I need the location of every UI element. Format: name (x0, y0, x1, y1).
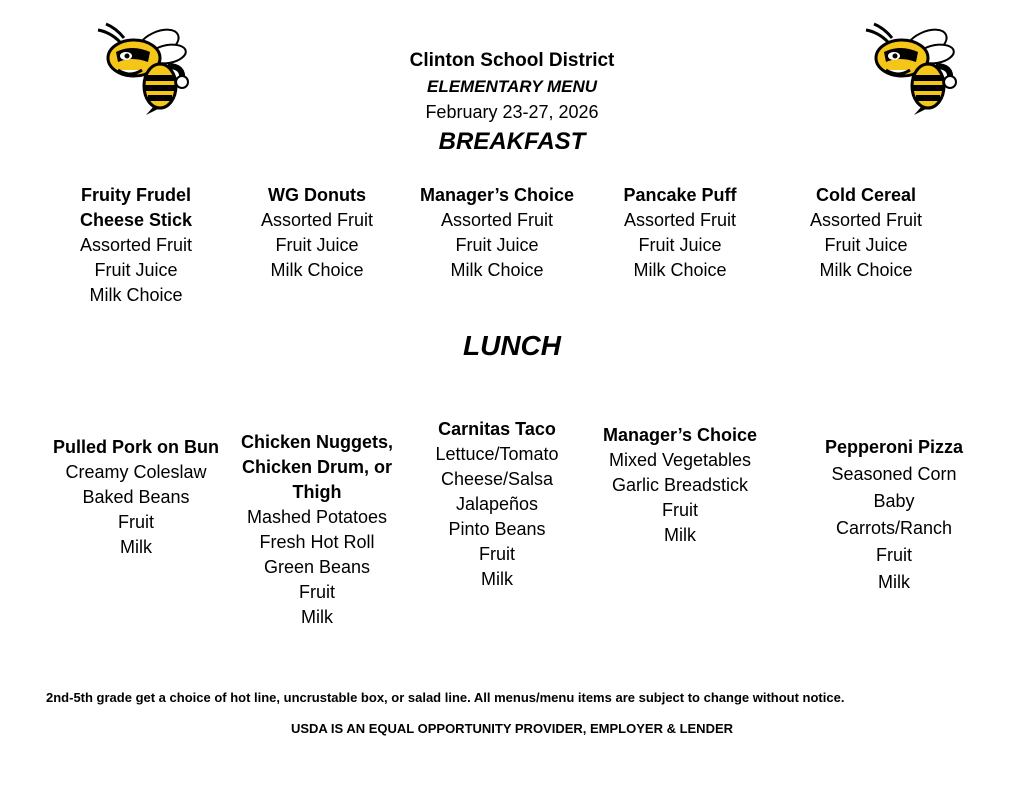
menu-side: Assorted Fruit (260, 210, 374, 230)
lunch-day-2 (227, 430, 407, 630)
menu-entree: Cheese Stick (79, 210, 193, 230)
menu-side: Fruit (118, 512, 154, 532)
menu-side: Fruit (299, 582, 335, 602)
menu-side: Fruit (662, 500, 698, 520)
breakfast-day-2 (227, 183, 407, 283)
menu-entree: Chicken Nuggets, (240, 432, 394, 452)
menu-side: Fruit (876, 545, 912, 565)
menu-side: Fresh Hot Roll (259, 532, 375, 552)
menu-side: Milk (120, 537, 152, 557)
menu-side: Baked Beans (82, 487, 190, 507)
menu-side: Assorted Fruit (440, 210, 554, 230)
menu-side: Assorted Fruit (809, 210, 923, 230)
menu-side: Pinto Beans (448, 519, 546, 539)
menu-side: Milk Choice (270, 260, 364, 280)
menu-entree: WG Donuts (268, 185, 366, 205)
menu-entree: Chicken Drum, or (241, 457, 393, 477)
menu-side: Milk (664, 525, 696, 545)
menu-side: Seasoned Corn (831, 464, 957, 484)
menu-entree: Carnitas Taco (438, 419, 556, 439)
menu-side: Mixed Vegetables (608, 450, 752, 470)
menu-side: Jalapeños (455, 494, 539, 514)
menu-title: ELEMENTARY MENU (426, 77, 598, 96)
breakfast-day-3 (407, 183, 587, 283)
lunch-heading: LUNCH (463, 330, 561, 361)
menu-side: Baby (873, 491, 915, 511)
district-name: Clinton School District (409, 50, 615, 71)
menu-dates: February 23-27, 2026 (425, 102, 599, 122)
menu-side: Creamy Coleslaw (65, 462, 207, 482)
menu-entree: Thigh (292, 482, 342, 502)
lunch-day-5 (804, 434, 984, 596)
breakfast-heading: BREAKFAST (438, 128, 586, 155)
menu-side: Fruit Juice (275, 235, 359, 255)
menu-side: Fruit Juice (638, 235, 722, 255)
menu-entree: Manager’s Choice (419, 185, 575, 205)
menu-side: Milk Choice (89, 285, 183, 305)
breakfast-day-4 (590, 183, 770, 283)
menu-side: Assorted Fruit (79, 235, 193, 255)
menu-side: Fruit (479, 544, 515, 564)
menu-side: Lettuce/Tomato (435, 444, 559, 464)
lunch-day-4 (590, 423, 770, 548)
menu-side: Fruit Juice (94, 260, 178, 280)
menu-side: Milk Choice (450, 260, 544, 280)
menu-side: Mashed Potatoes (246, 507, 388, 527)
grade-choice-note: 2nd-5th grade get a choice of hot line, uncrustable box, or salad line. All menus/menu items are subject to change without notice. (46, 690, 845, 705)
usda-statement: USDA IS AN EQUAL OPPORTUNITY PROVIDER, EMPLOYER & LENDER (290, 721, 734, 736)
menu-entree: Pancake Puff (623, 185, 737, 205)
menu-side: Fruit Juice (455, 235, 539, 255)
menu-entree: Fruity Frudel (80, 185, 191, 205)
menu-side: Milk (301, 607, 333, 627)
menu-side: Milk (481, 569, 513, 589)
menu-side: Milk Choice (633, 260, 727, 280)
menu-entree: Cold Cereal (815, 185, 917, 205)
breakfast-day-1 (46, 183, 226, 308)
menu-side: Cheese/Salsa (440, 469, 554, 489)
lunch-day-1 (46, 435, 226, 560)
menu-side: Garlic Breadstick (611, 475, 749, 495)
menu-side: Green Beans (263, 557, 371, 577)
menu-side: Assorted Fruit (623, 210, 737, 230)
menu-entree: Pepperoni Pizza (824, 437, 964, 457)
menu-side: Carrots/Ranch (835, 518, 953, 538)
menu-side: Milk Choice (819, 260, 913, 280)
menu-side: Fruit Juice (824, 235, 908, 255)
menu-entree: Manager’s Choice (602, 425, 758, 445)
menu-side: Milk (878, 572, 910, 592)
breakfast-day-5 (776, 183, 956, 283)
menu-entree: Pulled Pork on Bun (52, 437, 219, 457)
lunch-day-3 (407, 417, 587, 592)
